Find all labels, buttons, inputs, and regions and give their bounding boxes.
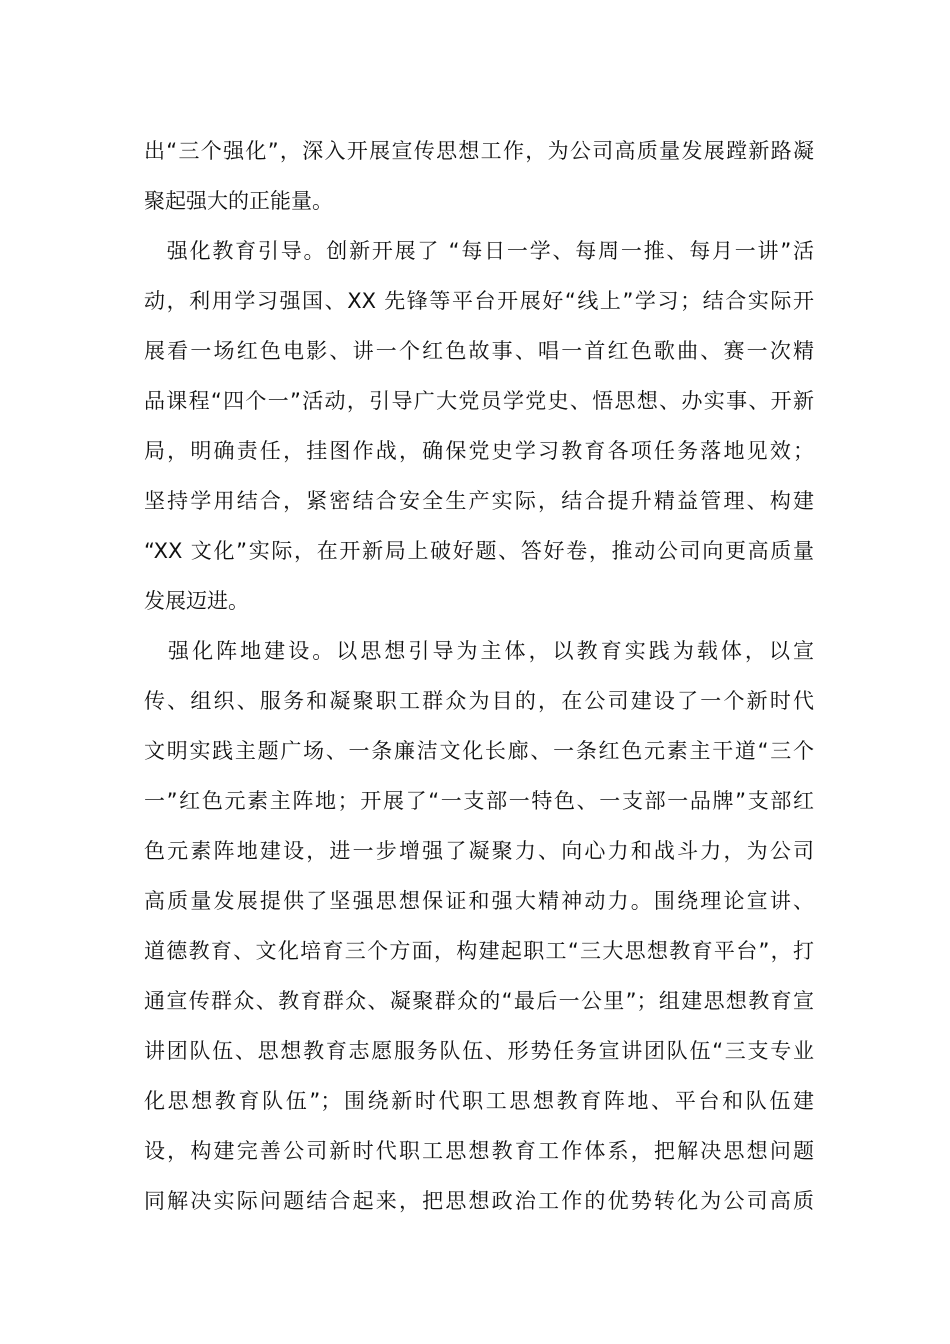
text-line: 品课程“四个一”活动，引导广大党员学党史、悟思想、办实事、开新 [144, 389, 814, 413]
text-line: 通宣传群众、教育群众、凝聚群众的“最后一公里”；组建思想教育宣 [144, 989, 814, 1013]
text-line: “XX 文化”实际，在开新局上破好题、答好卷，推动公司向更高质量 [144, 539, 814, 563]
text-line: 传、组织、服务和凝聚职工群众为目的，在公司建设了一个新时代 [144, 689, 814, 713]
text-line: 一”红色元素主阵地；开展了“一支部一特色、一支部一品牌”支部红 [144, 789, 814, 813]
text-line: 讲团队伍、思想教育志愿服务队伍、形势任务宣讲团队伍“三支专业 [144, 1039, 814, 1063]
text-line: 坚持学用结合，紧密结合安全生产实际，结合提升精益管理、构建 [144, 489, 814, 513]
text-line: 同解决实际问题结合起来，把思想政治工作的优势转化为公司高质 [144, 1189, 814, 1213]
text-line: 聚起强大的正能量。 [144, 189, 333, 213]
text-line: 色元素阵地建设，进一步增强了凝聚力、向心力和战斗力，为公司 [144, 839, 814, 863]
text-line: 设，构建完善公司新时代职工思想教育工作体系，把解决思想问题 [144, 1139, 814, 1163]
text-line: 文明实践主题广场、一条廉洁文化长廊、一条红色元素主干道“三个 [144, 739, 814, 763]
text-line: 强化教育引导。创新开展了 “每日一学、每周一推、每月一讲”活 [144, 239, 814, 263]
body-text [144, 126, 814, 1226]
text-line: 发展迈进。 [144, 589, 249, 613]
text-line: 高质量发展提供了坚强思想保证和强大精神动力。围绕理论宣讲、 [144, 889, 814, 913]
text-line: 强化阵地建设。以思想引导为主体，以教育实践为载体，以宣 [144, 639, 814, 663]
text-line: 道德教育、文化培育三个方面，构建起职工“三大思想教育平台”，打 [144, 939, 814, 963]
text-line: 化思想教育队伍”；围绕新时代职工思想教育阵地、平台和队伍建 [144, 1089, 814, 1113]
text-line: 出“三个强化”，深入开展宣传思想工作，为公司高质量发展蹚新路凝 [144, 139, 814, 163]
text-line: 动，利用学习强国、XX 先锋等平台开展好“线上”学习；结合实际开 [144, 289, 814, 313]
text-line: 局，明确责任，挂图作战，确保党史学习教育各项任务落地见效； [144, 439, 814, 463]
text-line: 展看一场红色电影、讲一个红色故事、唱一首红色歌曲、赛一次精 [144, 339, 814, 363]
